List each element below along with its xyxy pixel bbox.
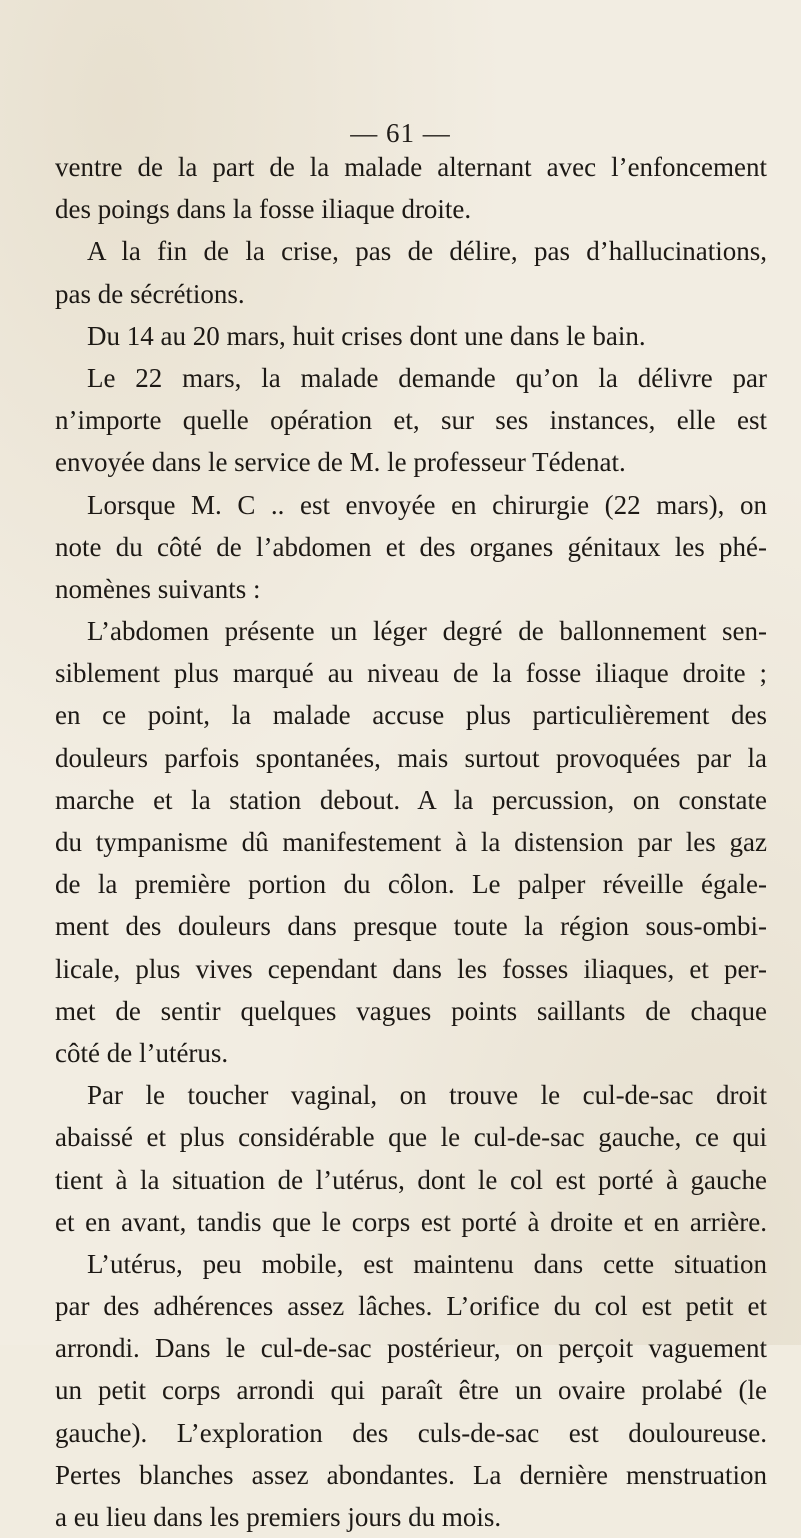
text-line: ment des douleurs dans presque toute la région sous-ombi- [55, 911, 767, 942]
text-line: marche et la station debout. A la percussion, on constate [55, 784, 767, 815]
text-line: abaissé et plus considérable que le cul-de-sac gauche, ce qui [55, 1122, 767, 1153]
text-line: Lorsque M. C .. est envoyée en chirurgie (22 mars), on [87, 489, 767, 520]
text-line: Le 22 mars, la malade demande qu’on la délivre par [87, 362, 767, 393]
text-line: pas de sécrétions. [55, 278, 245, 309]
text-line: met de sentir quelques vagues points saillants de chaque [55, 995, 767, 1026]
text-line: côté de l’utérus. [55, 1037, 229, 1068]
body-text [55, 146, 767, 1538]
text-line: envoyée dans le service de M. le professeur Tédenat. [55, 447, 626, 478]
text-line: L’abdomen présente un léger degré de ballonnement sen- [87, 616, 767, 647]
page-number: — 61 — [350, 118, 451, 148]
text-line: un petit corps arrondi qui paraît être un ovaire prolabé (le [55, 1375, 767, 1406]
text-line: A la fin de la crise, pas de délire, pas d’hallucinations, [87, 236, 767, 267]
text-line: tient à la situation de l’utérus, dont le col est porté à gauche [55, 1164, 767, 1195]
text-line: en ce point, la malade accuse plus particulièrement des [55, 700, 767, 731]
text-line: et en avant, tandis que le corps est porté à droite et en arrière. [55, 1206, 767, 1237]
text-line: n’importe quelle opération et, sur ses instances, elle est [55, 405, 767, 436]
text-line: par des adhérences assez lâches. L’orifice du col est petit et [55, 1291, 767, 1322]
text-line: Du 14 au 20 mars, huit crises dont une dans le bain. [87, 320, 646, 351]
text-line: arrondi. Dans le cul-de-sac postérieur, on perçoit vaguement [55, 1333, 767, 1364]
text-line: Par le toucher vaginal, on trouve le cul-de-sac droit [87, 1080, 767, 1111]
text-line: gauche). L’exploration des culs-de-sac est douloureuse. [55, 1417, 767, 1448]
text-line: licale, plus vives cependant dans les fosses iliaques, et per- [55, 953, 767, 984]
text-line: douleurs parfois spontanées, mais surtout provoquées par la [55, 742, 767, 773]
text-line: Pertes blanches assez abondantes. La dernière menstruation [55, 1459, 767, 1490]
text-line: L’utérus, peu mobile, est maintenu dans cette situation [87, 1248, 767, 1279]
text-line: siblement plus marqué au niveau de la fosse iliaque droite ; [55, 658, 767, 689]
text-line: des poings dans la fosse iliaque droite. [55, 194, 472, 225]
text-line: a eu lieu dans les premiers jours du mois. [55, 1502, 502, 1532]
text-line: de la première portion du côlon. Le palper réveille égale- [55, 869, 767, 900]
text-line: ventre de la part de la malade alternant avec l’enfoncement [55, 152, 767, 182]
text-line: note du côté de l’abdomen et des organes génitaux les phé- [55, 531, 767, 562]
text-line: nomènes suivants : [55, 573, 261, 604]
text-line: du tympanisme dû manifestement à la distension par les gaz [55, 827, 767, 857]
